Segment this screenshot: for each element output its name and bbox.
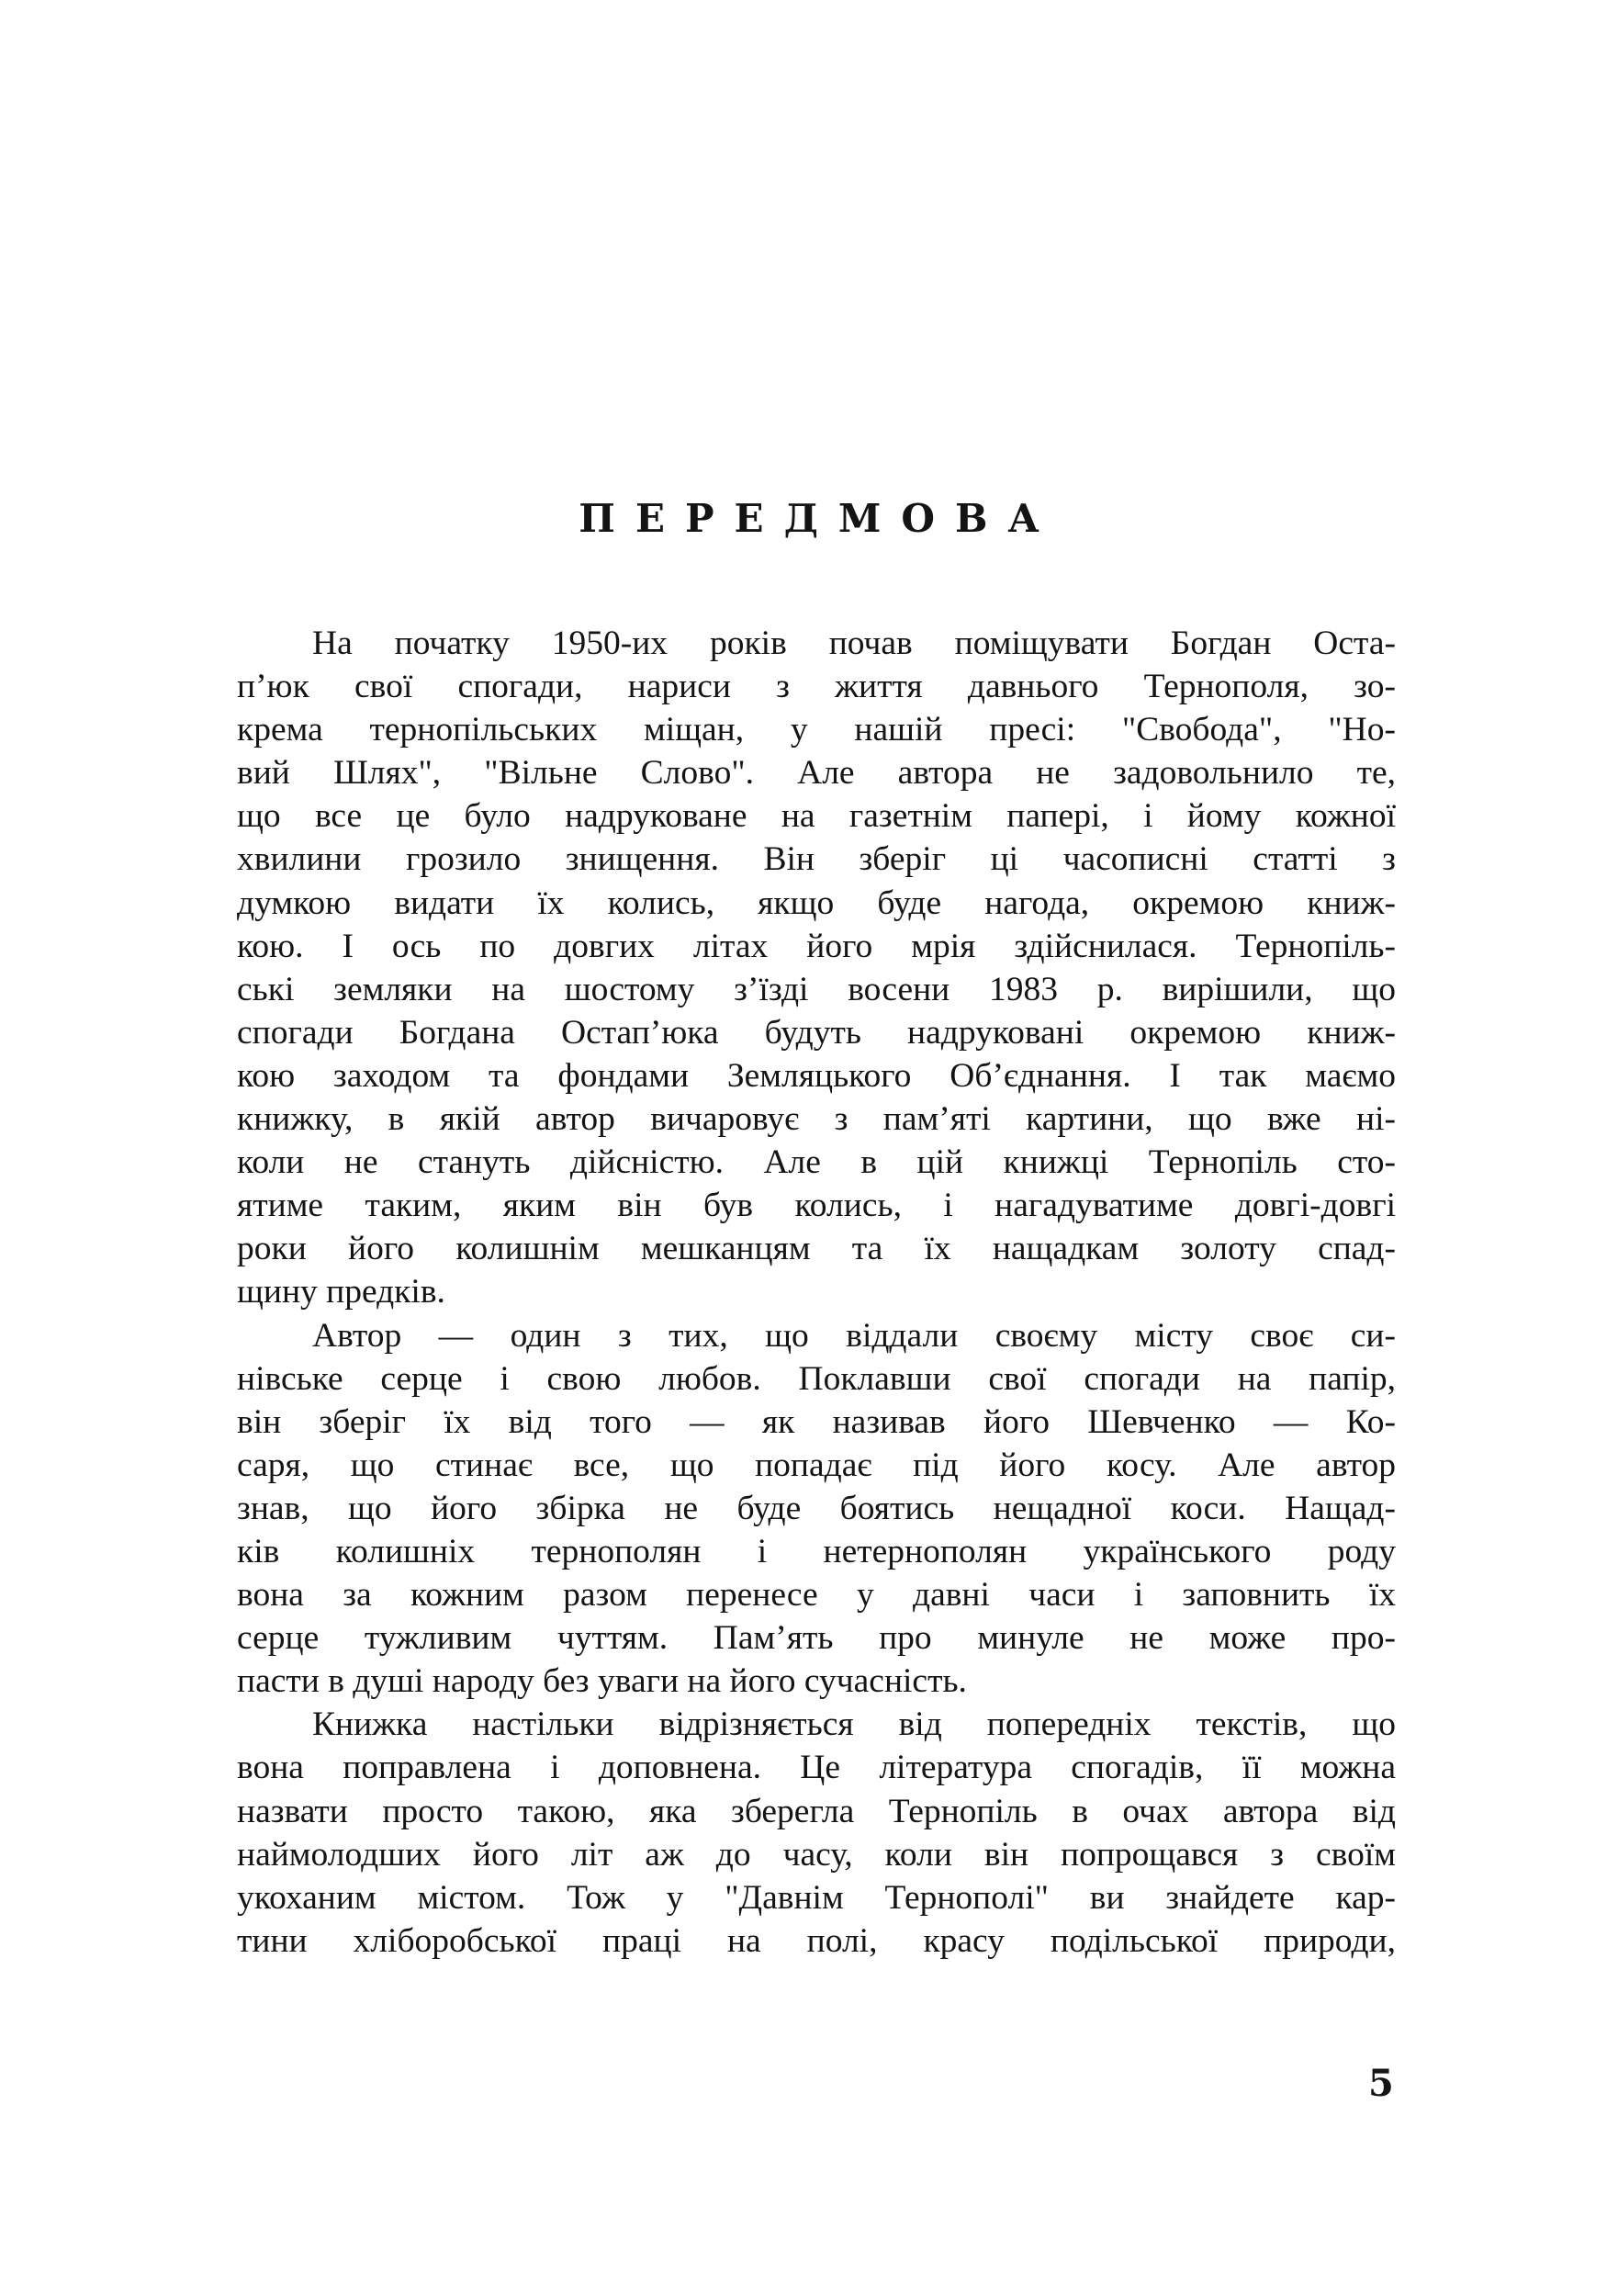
text-line: укоханим містом. Тож у "Давнім Тернополі" ви знайдете кар- (237, 1878, 1396, 1917)
text-line: книжку, в якій автор вичаровує з пам’яті картини, що вже ні- (237, 1100, 1396, 1139)
text-line: роки його колишнім мешканцям та їх нащадкам золоту спад- (237, 1230, 1396, 1268)
text-line: п’юк свої спогади, нариси з життя давнього Тернополя, зо- (237, 668, 1396, 706)
text-line: ків колишніх тернополян і нетернополян українського роду (237, 1532, 1396, 1570)
text-line: На початку 1950-их років почав поміщувати Богдан Оста- (312, 625, 1396, 662)
text-line: вий Шлях", "Вільне Слово". Але автора не задовольнило те, (237, 754, 1396, 793)
text-line: нівське серце і свою любов. Поклавши свої спогади на папір, (237, 1359, 1396, 1398)
text-line: спогади Богдана Остап’юка будуть надруковані окремою книж- (237, 1013, 1396, 1052)
text-line: Автор — один з тих, що віддали своєму місту своє си- (312, 1316, 1396, 1355)
body-text (237, 622, 1396, 1963)
text-line: ські земляки на шостому з’їзді восени 1983 р. вирішили, що (237, 970, 1396, 1008)
text-line: пасти в душі народу без уваги на його сучасність. (237, 1662, 967, 1701)
text-line: наймолодших його літ аж до часу, коли він попрощався з своїм (237, 1835, 1396, 1874)
text-line: крема тернопільських міщан, у нашій пресі: "Свобода", "Но- (237, 711, 1396, 749)
text-line: що все це було надруковане на газетнім папері, і йому кожної (237, 797, 1396, 836)
text-line: тини хліборобської праці на полі, красу подільської природи, (237, 1921, 1396, 1960)
text-line: вона поправлена і доповнена. Це література спогадів, її можна (237, 1749, 1396, 1787)
paragraph-3 (237, 1703, 1396, 1963)
text-line: він зберіг їх від того — як називав його Шевченко — Ко- (237, 1402, 1396, 1441)
text-line: коли не стануть дійсністю. Але в цій книжці Тернопіль сто- (237, 1143, 1396, 1182)
text-line: думкою видати їх колись, якщо буде нагода, окремою книж- (237, 884, 1396, 922)
page-number: 5 (1368, 2062, 1394, 2105)
text-line: хвилини грозило знищення. Він зберіг ці часописні статті з (237, 840, 1396, 879)
text-line: серце тужливим чуттям. Пам’ять про минуле не може про- (237, 1619, 1396, 1658)
text-line: щину предків. (237, 1273, 445, 1311)
text-line: ятиме таким, яким він був колись, і нагадуватиме довгі-довгі (237, 1187, 1396, 1225)
text-line: вона за кожним разом перенесе у давні часи і заповнить їх (237, 1576, 1396, 1615)
text-line: назвати просто такою, яка зберегла Тернопіль в очах автора від (237, 1792, 1396, 1830)
paragraph-2 (237, 1314, 1396, 1704)
paragraph-1 (237, 622, 1396, 1314)
text-line: саря, що стинає все, що попадає під його косу. Але автор (237, 1446, 1396, 1484)
text-line: знав, що його збірка не буде боятись нещадної коси. Нащад- (237, 1489, 1396, 1527)
text-line: Книжка настільки відрізняється від попередніх текстів, що (312, 1705, 1396, 1744)
text-line: кою заходом та фондами Земляцького Об’єднання. І так маємо (237, 1056, 1396, 1095)
page-title: ПЕРЕДМОВА (579, 496, 1060, 541)
text-line: кою. І ось по довгих літах його мрія здійснилася. Тернопіль- (237, 927, 1396, 965)
